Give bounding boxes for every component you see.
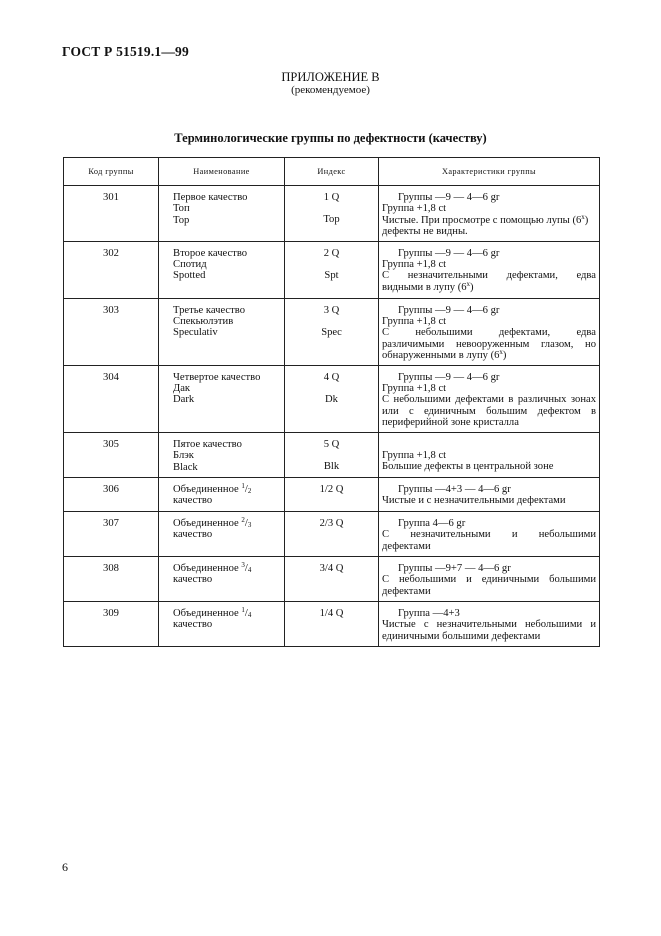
name-line: Блэк bbox=[173, 450, 194, 462]
group-index bbox=[285, 556, 379, 601]
group-code: 301 bbox=[64, 186, 159, 242]
group-code: 308 bbox=[64, 556, 159, 601]
name-line: Объединенное $^1/_4$ bbox=[173, 605, 252, 619]
chars-line: С небольшими дефектами в различных зонах bbox=[382, 394, 596, 406]
name-line: Top bbox=[173, 214, 190, 226]
name-line: Пятое качество bbox=[173, 438, 242, 450]
column-header-code: Код группы bbox=[64, 158, 159, 186]
chars-line: обнаруженными в лупу (6$^x$) bbox=[382, 348, 507, 362]
chars-line: Группы —9 — 4—6 gr bbox=[398, 192, 500, 203]
group-characteristics bbox=[379, 241, 600, 298]
index-line: 5 Q bbox=[323, 438, 340, 450]
chars-line: Группы —9+7 — 4—6 gr bbox=[398, 562, 511, 574]
defect-groups-table bbox=[63, 157, 600, 647]
chars-line: Группа 4—6 gr bbox=[398, 517, 466, 529]
group-name bbox=[159, 477, 285, 511]
name-line: качество bbox=[173, 574, 213, 586]
table-header-row bbox=[64, 158, 600, 186]
name-line: качество bbox=[173, 619, 213, 631]
table-row bbox=[64, 186, 600, 242]
chars-line: Чистые с незначительными небольшими и bbox=[382, 619, 596, 631]
table-row bbox=[64, 365, 600, 432]
group-index bbox=[285, 601, 379, 646]
table-row bbox=[64, 432, 600, 477]
name-line: качество bbox=[173, 495, 213, 507]
group-characteristics bbox=[379, 298, 600, 365]
group-code: 302 bbox=[64, 241, 159, 298]
chars-line: единичными большими дефектами bbox=[382, 630, 541, 642]
group-name bbox=[159, 432, 285, 477]
group-name bbox=[159, 298, 285, 365]
group-index bbox=[285, 477, 379, 511]
chars-line: Группа +1,8 ct bbox=[382, 259, 447, 271]
column-header-index: Индекс bbox=[285, 158, 379, 186]
group-name bbox=[159, 186, 285, 242]
name-line: Второе качество bbox=[173, 247, 248, 259]
column-header-characteristics: Характеристики группы bbox=[379, 158, 600, 186]
chars-line: Группа +1,8 ct bbox=[382, 316, 447, 328]
chars-line: видными в лупу (6$^x$) bbox=[382, 279, 474, 293]
table-row bbox=[64, 241, 600, 298]
chars-line: Группа —4+3 bbox=[398, 607, 460, 619]
appendix-subtitle: (рекомендуемое) bbox=[291, 84, 370, 96]
name-line: Топ bbox=[173, 203, 190, 215]
table-row bbox=[64, 601, 600, 646]
name-line: Дак bbox=[173, 383, 191, 395]
group-code: 304 bbox=[64, 365, 159, 432]
group-name bbox=[159, 601, 285, 646]
chars-line: или с единичным большим дефектом в bbox=[382, 405, 596, 417]
index-line: 2 Q bbox=[323, 247, 340, 259]
group-code: 305 bbox=[64, 432, 159, 477]
group-characteristics bbox=[379, 556, 600, 601]
chars-line: Группа +1,8 ct bbox=[382, 449, 447, 461]
index-line: 3 Q bbox=[323, 304, 340, 316]
index-line: Spt bbox=[324, 270, 339, 282]
name-line: Dark bbox=[173, 394, 195, 406]
chars-line: периферийной зоне кристалла bbox=[382, 417, 519, 429]
table-row bbox=[64, 511, 600, 556]
chars-line: С небольшими дефектами, едва bbox=[382, 327, 596, 339]
name-line: Четвертое качество bbox=[173, 371, 261, 383]
chars-line: Группы —9 — 4—6 gr bbox=[398, 371, 500, 383]
page-number: 6 bbox=[62, 860, 68, 874]
group-name bbox=[159, 241, 285, 298]
name-line: Speculativ bbox=[173, 327, 218, 339]
group-characteristics bbox=[379, 432, 600, 477]
chars-line: дефектами bbox=[382, 585, 431, 597]
chars-line: Группы —9 — 4—6 gr bbox=[398, 247, 500, 259]
chars-line: Чистые. При просмотре с помощью лупы (6$^x$) bbox=[382, 212, 589, 226]
group-code: 309 bbox=[64, 601, 159, 646]
group-characteristics bbox=[379, 477, 600, 511]
group-characteristics bbox=[379, 365, 600, 432]
chars-line: дефекты не видны. bbox=[382, 226, 468, 238]
chars-line: С небольшими и единичными большими bbox=[382, 574, 596, 586]
chars-line: Большие дефекты в центральной зоне bbox=[382, 461, 554, 473]
index-line: Spec bbox=[321, 327, 342, 339]
group-characteristics bbox=[379, 601, 600, 646]
name-line: Спекьюлэтив bbox=[173, 316, 234, 328]
column-header-name: Наименование bbox=[159, 158, 285, 186]
index-line: 4 Q bbox=[323, 371, 340, 383]
group-code: 307 bbox=[64, 511, 159, 556]
chars-line: различимыми невооруженным глазом, но bbox=[382, 338, 596, 350]
group-code: 303 bbox=[64, 298, 159, 365]
appendix-title: ПРИЛОЖЕНИЕ В bbox=[281, 70, 380, 84]
name-line: качество bbox=[173, 529, 213, 541]
name-line: Spotted bbox=[173, 270, 206, 282]
chars-line: Группа +1,8 ct bbox=[382, 203, 447, 215]
name-line: Спотид bbox=[173, 259, 207, 271]
chars-line: С незначительными дефектами, едва bbox=[382, 270, 596, 282]
group-characteristics bbox=[379, 511, 600, 556]
group-index bbox=[285, 298, 379, 365]
index-line: Blk bbox=[323, 461, 340, 473]
name-line: Black bbox=[173, 461, 198, 473]
chars-line: Группа +1,8 ct bbox=[382, 383, 447, 395]
name-line: Объединенное $^3/_4$ bbox=[173, 560, 252, 574]
table-title: Терминологические группы по дефектности (качеству) bbox=[174, 131, 487, 145]
group-index bbox=[285, 186, 379, 242]
group-index bbox=[285, 365, 379, 432]
group-name bbox=[159, 365, 285, 432]
chars-line: Группы —4+3 — 4—6 gr bbox=[398, 483, 511, 495]
index-line: 3/4 Q bbox=[319, 562, 344, 574]
index-line: Top bbox=[323, 214, 340, 226]
index-line: 1/2 Q bbox=[319, 483, 344, 495]
group-index bbox=[285, 432, 379, 477]
table-row bbox=[64, 477, 600, 511]
name-line: Третье качество bbox=[173, 304, 245, 316]
group-characteristics bbox=[379, 186, 600, 242]
name-line: Первое качество bbox=[173, 192, 248, 203]
index-line: Dk bbox=[325, 394, 338, 406]
group-index bbox=[285, 511, 379, 556]
chars-line: С незначительными и небольшими bbox=[382, 529, 596, 541]
index-line: 1/4 Q bbox=[319, 607, 344, 619]
name-line: Объединенное $^2/_3$ bbox=[173, 515, 252, 529]
group-name bbox=[159, 556, 285, 601]
table-row bbox=[64, 556, 600, 601]
group-name bbox=[159, 511, 285, 556]
chars-line: Группы —9 — 4—6 gr bbox=[398, 304, 500, 316]
index-line: 2/3 Q bbox=[319, 517, 344, 529]
index-line: 1 Q bbox=[323, 192, 340, 203]
chars-line: дефектами bbox=[382, 540, 431, 552]
chars-line: Чистые и с незначительными дефектами bbox=[382, 495, 566, 507]
name-line: Объединенное $^1/_2$ bbox=[173, 481, 252, 495]
table-row bbox=[64, 298, 600, 365]
group-index bbox=[285, 241, 379, 298]
document-code: ГОСТ Р 51519.1—99 bbox=[62, 44, 189, 59]
group-code: 306 bbox=[64, 477, 159, 511]
